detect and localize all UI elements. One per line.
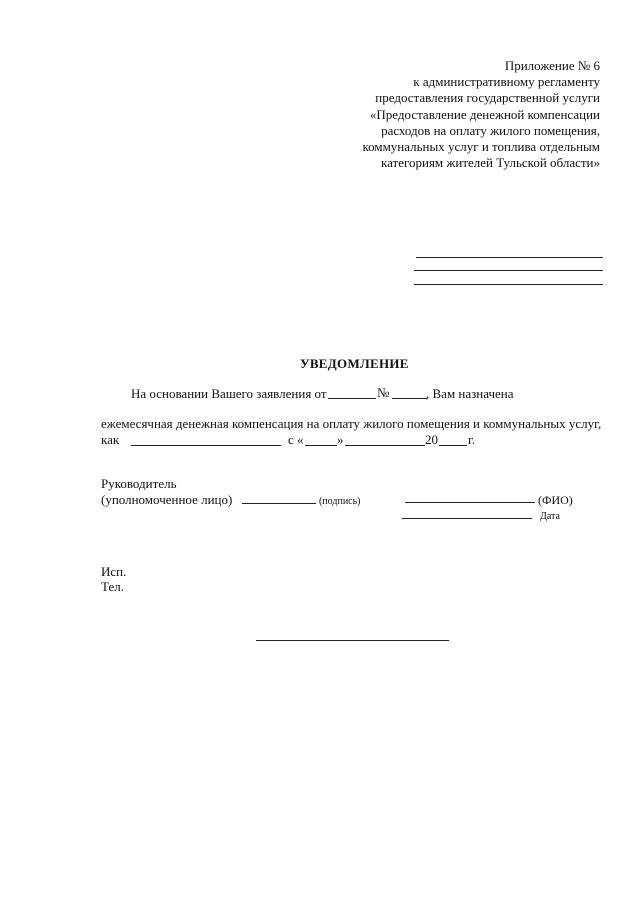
bottom-separator — [256, 640, 449, 641]
line1-prefix: На основании Вашего заявления от — [131, 386, 327, 401]
addressee-line-1 — [416, 257, 603, 258]
compensation-description: ежемесячная денежная компенсация на оплату жилого помещения и коммунальных услуг, — [101, 416, 602, 431]
notice-title: УВЕДОМЛЕНИЕ — [300, 356, 409, 371]
addressee-line-2 — [414, 270, 603, 271]
line1-suffix: , Вам назначена — [426, 386, 514, 401]
appendix-line-5: расходов на оплату жилого помещения, — [381, 122, 600, 138]
name-hint: (ФИО) — [538, 493, 573, 507]
date-blank — [402, 518, 532, 519]
day-blank — [305, 445, 337, 446]
application-number-blank — [392, 398, 427, 399]
appendix-line-3: предоставления государственной услуги — [375, 90, 600, 106]
appendix-line-1: Приложение № 6 — [504, 58, 600, 73]
year-blank — [439, 445, 467, 446]
addressee-line-3 — [414, 284, 603, 285]
number-sign: № — [377, 385, 390, 400]
quote-close: » — [337, 432, 344, 447]
appendix-line-4: «Предоставление денежной компенсации — [369, 106, 600, 122]
amount-blank — [131, 445, 281, 446]
signature-hint: (подпись) — [319, 496, 361, 507]
appendix-line-2: к административному регламенту — [413, 74, 600, 90]
appendix-line-6: коммунальных услуг и топлива отдельным — [362, 139, 600, 155]
phone-label: Тел. — [101, 579, 124, 594]
application-date-blank — [328, 398, 376, 399]
signature-blank — [242, 503, 316, 504]
executor-label: Исп. — [101, 564, 127, 579]
name-blank — [405, 502, 535, 503]
appendix-header — [320, 58, 600, 171]
year-suffix: г. — [468, 432, 476, 447]
date-hint: Дата — [540, 511, 560, 522]
appendix-line-7: категориям жителей Тульской области» — [380, 155, 600, 171]
line3-prefix: как — [101, 432, 120, 447]
from-date-prefix: с « — [288, 432, 304, 447]
year-prefix: 20 — [425, 432, 438, 447]
head-label: Руководитель — [101, 476, 177, 491]
authorized-person-label: (уполномоченное лицо) — [101, 492, 233, 507]
month-blank — [345, 445, 425, 446]
